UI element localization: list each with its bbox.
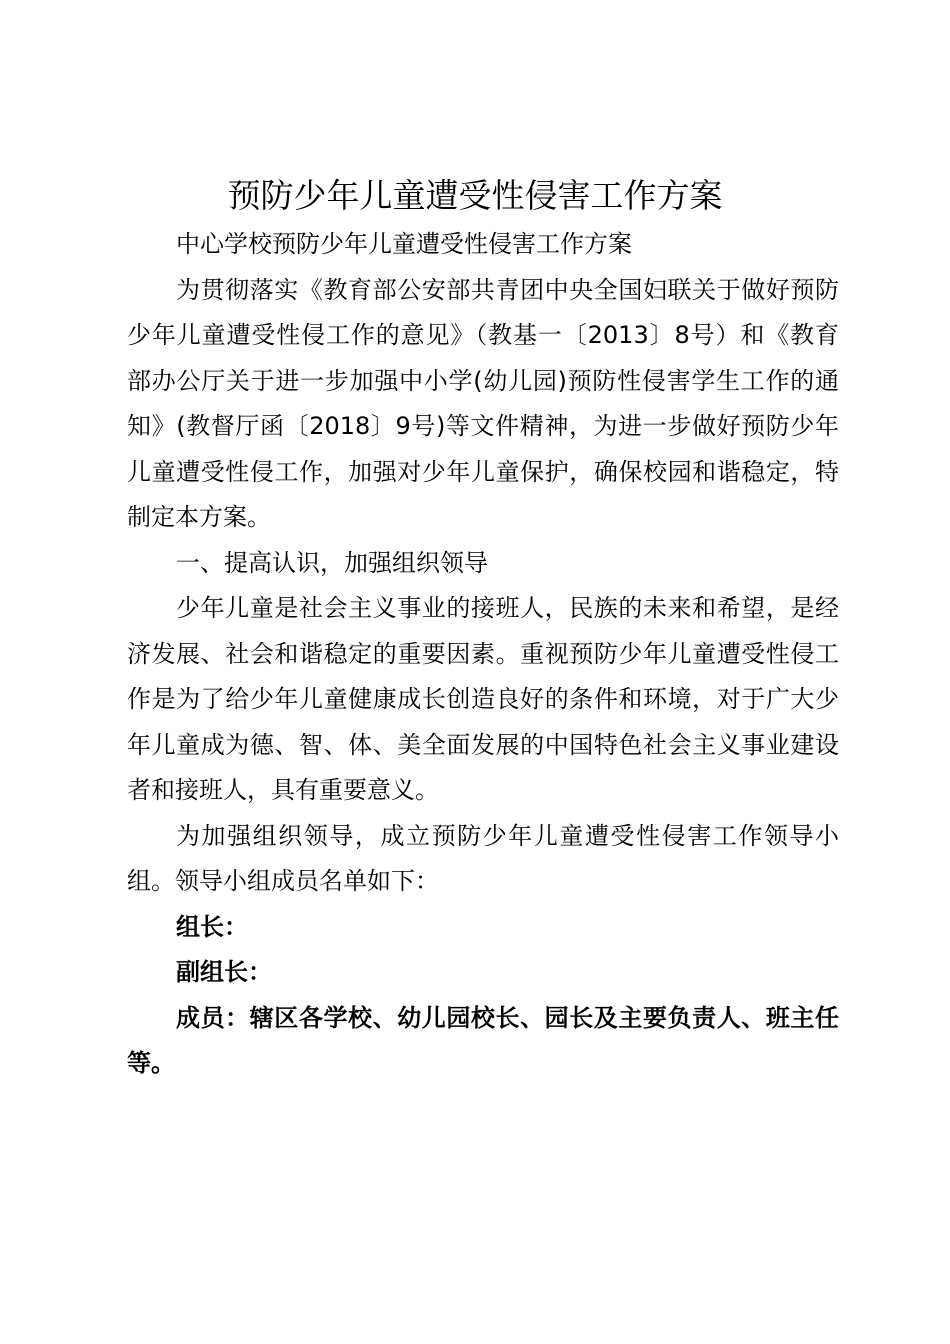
leader-line: 组长： [176,912,248,941]
section-1-paragraph-2: 为加强组织领导，成立预防少年儿童遭受性侵害工作领导小组。领导小组成员名单如下： [127,821,839,895]
document-title: 预防少年儿童遭受性侵害工作方案 [227,176,723,215]
section-heading-1: 一、提高认识，加强组织领导 [176,548,488,577]
document-body [127,222,839,1087]
document-subtitle: 中心学校预防少年儿童遭受性侵害工作方案 [176,230,632,258]
section-1-paragraph-1: 少年儿童是社会主义事业的接班人，民族的未来和希望，是经济发展、社会和谐稳定的重要因素。重视预防少年儿童遭受性侵工作是为了给少年儿童健康成长创造良好的条件和环境，对于广大少年儿童成为德、智、体、美全面发展的中国特色社会主义事业建设者和接班人，具有重要意义。 [127,594,839,804]
members-line: 成员：辖区各学校、幼儿园校长、园长及主要负责人、班主任等。 [127,1003,839,1077]
deputy-leader-line: 副组长： [176,958,272,986]
intro-paragraph: 为贯彻落实《教育部公安部共青团中央全国妇联关于做好预防少年儿童遭受性侵工作的意见》（教基一〔2013〕8号）和《教育部办公厅关于进一步加强中小学(幼儿园)预防性侵害学生工作的通知》(教督厅函〔2018〕9号)等文件精神，为进一步做好预防少年儿童遭受性侵工作，加强对少年儿童保护，确保校园和谐稳定，特制定本方案。 [127,275,839,531]
